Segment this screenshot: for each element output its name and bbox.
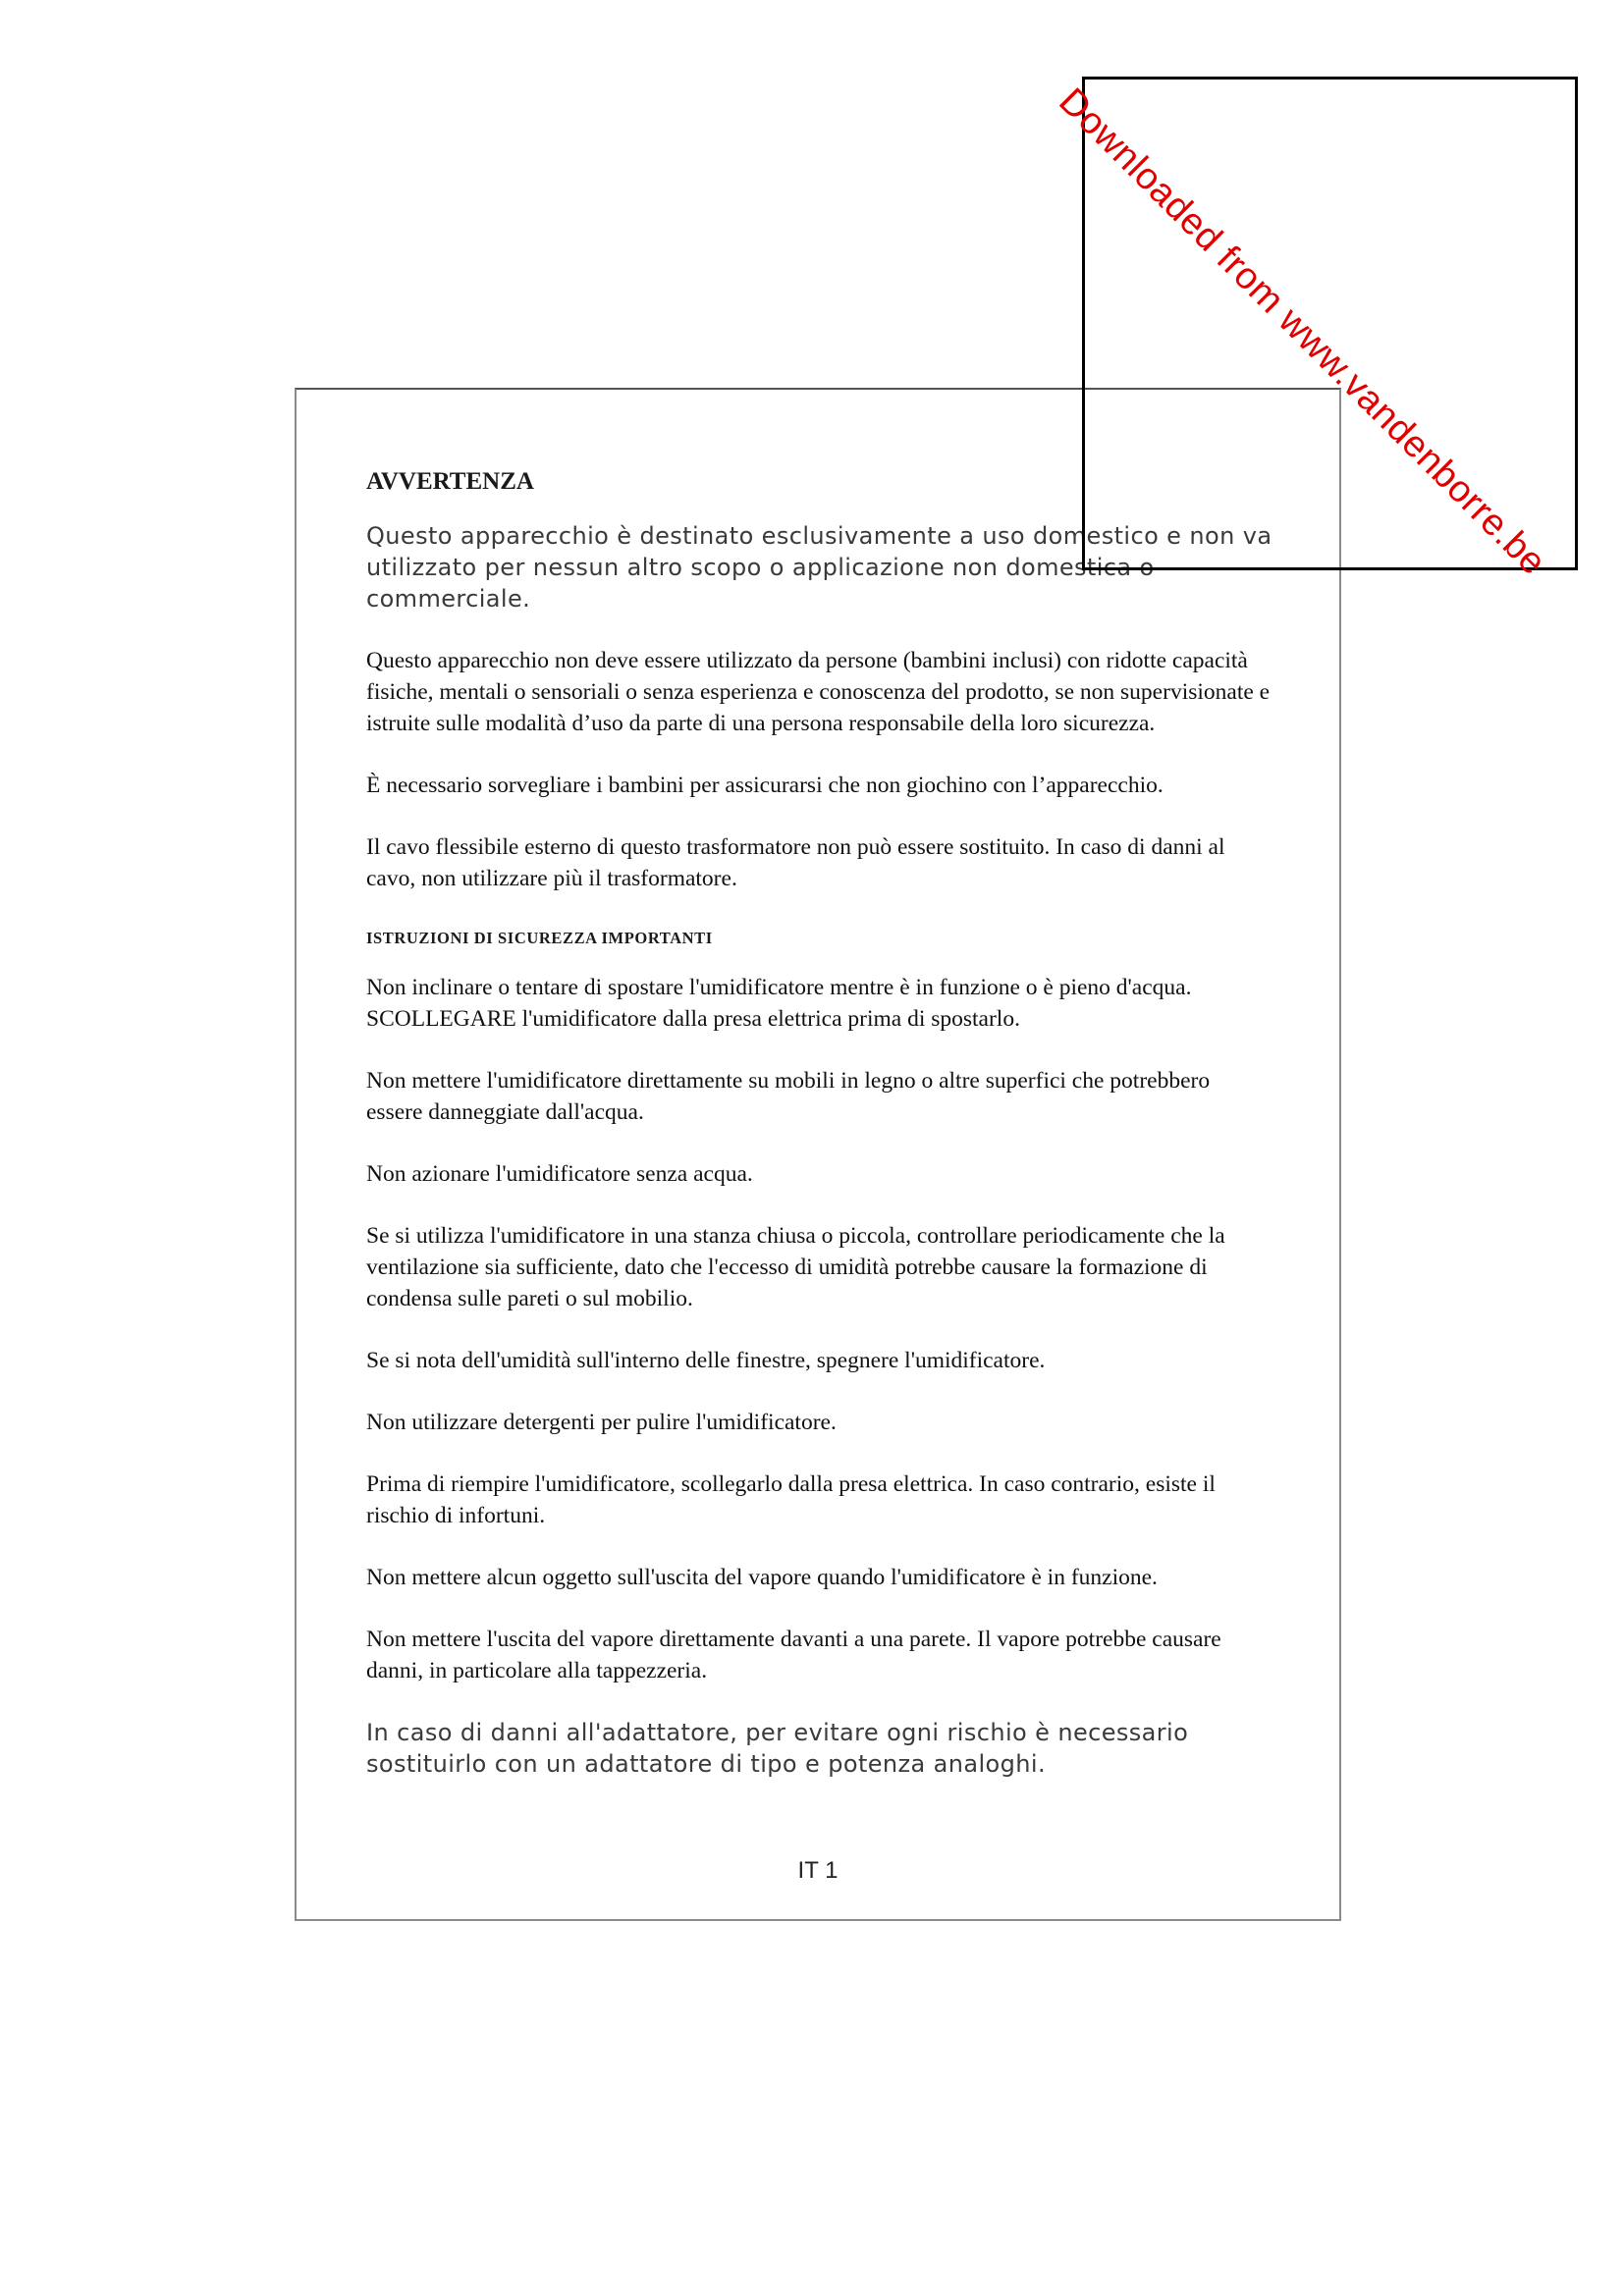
safety-paragraph-3: Non azionare l'umidificatore senza acqua.: [366, 1161, 753, 1187]
heading-avvertenza: AVVERTENZA: [366, 468, 534, 495]
subheading-safety: ISTRUZIONI DI SICUREZZA IMPORTANTI: [366, 929, 713, 947]
warning-paragraph-1: Questo apparecchio non deve essere utilizzato da persone (bambini inclusi) con ridotte capacità fisiche, mentali o sensoriali o senza esperienza e conoscenza del prodotto, se non supervisionate e istruite sulle modalità d’uso da parte di una persona responsabile della loro sicurezza.: [366, 648, 1271, 736]
document-body: [366, 467, 1309, 1780]
safety-paragraph-7: Prima di riempire l'umidificatore, scollegarlo dalla presa elettrica. In caso contrario, esiste il rischio di infortuni.: [366, 1471, 1216, 1528]
safety-paragraph-9: Non mettere l'uscita del vapore direttamente davanti a una parete. Il vapore potrebbe causare danni, in particolare alla tappezzeria.: [366, 1627, 1221, 1683]
safety-paragraph-6: Non utilizzare detergenti per pulire l'umidificatore.: [366, 1410, 837, 1435]
intro-paragraph: Questo apparecchio è destinato esclusivamente a uso domestico e non va utilizzato per nessun altro scopo o applicazione non domestica o commerciale.: [366, 522, 1272, 613]
safety-paragraph-2: Non mettere l'umidificatore direttamente su mobili in legno o altre superfici che potrebbero essere danneggiate dall'acqua.: [366, 1068, 1211, 1125]
warning-paragraph-2: È necessario sorvegliare i bambini per assicurarsi che non giochino con l’apparecchio.: [366, 773, 1164, 798]
safety-paragraph-5: Se si nota dell'umidità sull'interno delle finestre, spegnere l'umidificatore.: [366, 1348, 1046, 1373]
safety-paragraph-1: Non inclinare o tentare di spostare l'umidificatore mentre è in funzione o è pieno d'acqua. SCOLLEGARE l'umidificatore dalla presa elettrica prima di spostarlo.: [366, 975, 1192, 1032]
watermark-text: Downloaded from www.vandenborre.be: [1051, 80, 1554, 584]
watermark-box: [1082, 77, 1578, 570]
safety-paragraph-4: Se si utilizza l'umidificatore in una stanza chiusa o piccola, controllare periodicamente che la ventilazione sia sufficiente, dato che l'eccesso di umidità potrebbe causare la formazione di condensa sulle pareti o sul mobilio.: [366, 1223, 1225, 1311]
warning-paragraph-3: Il cavo flessibile esterno di questo trasformatore non può essere sostituito. In caso di danni al cavo, non utilizzare più il trasformatore.: [366, 834, 1225, 891]
closing-paragraph: In caso di danni all'adattatore, per evitare ogni rischio è necessario sostituirlo con un adattatore di tipo e potenza analoghi.: [366, 1719, 1189, 1778]
page-number: IT 1: [797, 1857, 839, 1884]
safety-paragraph-8: Non mettere alcun oggetto sull'uscita del vapore quando l'umidificatore è in funzione.: [366, 1565, 1158, 1590]
